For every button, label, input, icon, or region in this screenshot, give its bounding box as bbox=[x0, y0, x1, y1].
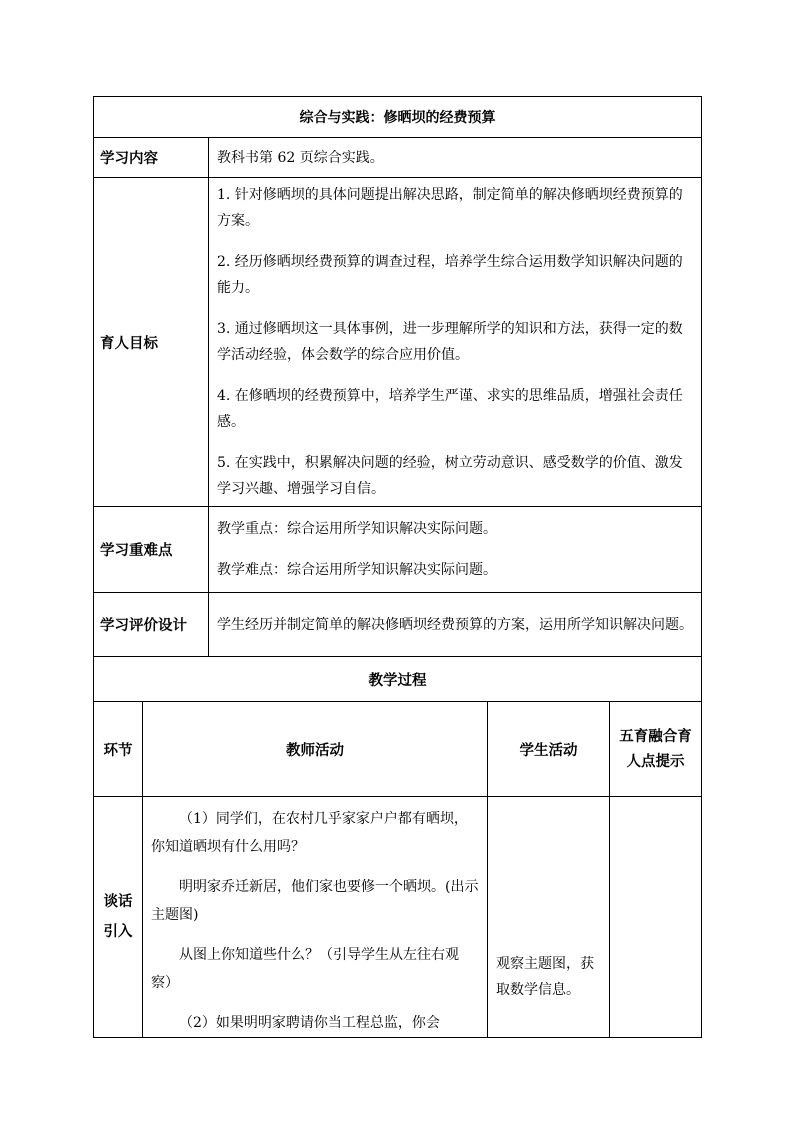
difficulty-content bbox=[209, 507, 702, 593]
header-teacher: 教师活动 bbox=[143, 702, 488, 797]
header-student: 学生活动 bbox=[488, 702, 610, 797]
difficulty-row bbox=[94, 507, 702, 593]
content-label: 学习内容 bbox=[94, 138, 209, 178]
header-stage: 环节 bbox=[94, 702, 143, 797]
stage-intro: 谈话引入 bbox=[94, 797, 143, 1038]
header-five: 五育融合育人点提示 bbox=[610, 702, 702, 797]
intro-row bbox=[94, 797, 702, 1038]
title-row bbox=[94, 97, 702, 138]
goals-list bbox=[209, 178, 702, 507]
goal-item: 5. 在实践中，积累解决问题的经验，树立劳动意识、感受数学的价值、激发学习兴趣、增强学习自信。 bbox=[217, 455, 683, 497]
teacher-activity-intro bbox=[143, 797, 488, 1038]
difficulty-label: 学习重难点 bbox=[94, 507, 209, 593]
goal-item: 1. 针对修晒坝的具体问题提出解决思路，制定简单的解决修晒坝经费预算的方案。 bbox=[217, 187, 683, 229]
content-row bbox=[94, 138, 702, 178]
goals-row bbox=[94, 178, 702, 507]
goals-label: 育人目标 bbox=[94, 178, 209, 507]
goal-item: 3. 通过修晒坝这一具体事例，进一步理解所学的知识和方法，获得一定的数学活动经验，体会数学的综合应用价值。 bbox=[217, 321, 683, 363]
content-value: 教科书第 62 页综合实践。 bbox=[209, 138, 702, 178]
goal-item: 2. 经历修晒坝经费预算的调查过程，培养学生综合运用数学知识解决问题的能力。 bbox=[217, 254, 683, 296]
student-activity-intro bbox=[488, 797, 610, 1038]
lesson-plan-document bbox=[93, 96, 701, 1038]
evaluation-row bbox=[94, 593, 702, 657]
process-title-row bbox=[94, 657, 702, 702]
teacher-paragraph: 明明家乔迁新居，他们家也要修一个晒坝。(出示主题图) bbox=[151, 879, 479, 923]
difficult-point: 教学难点：综合运用所学知识解决实际问题。 bbox=[217, 562, 497, 578]
evaluation-value: 学生经历并制定简单的解决修晒坝经费预算的方案，运用所学知识解决问题。 bbox=[209, 593, 702, 657]
lesson-plan-table bbox=[93, 96, 702, 1038]
student-activity-text: 观察主题图，获取数学信息。 bbox=[496, 956, 594, 998]
teacher-paragraph: 从图上你知道些什么？（引导学生从左往右观察） bbox=[151, 947, 459, 991]
process-header-row bbox=[94, 702, 702, 797]
goal-item: 4. 在修晒坝的经费预算中，培养学生严谨、求实的思维品质，增强社会责任感。 bbox=[217, 388, 683, 430]
evaluation-label: 学习评价设计 bbox=[94, 593, 209, 657]
lesson-title: 综合与实践：修晒坝的经费预算 bbox=[94, 97, 702, 138]
process-title: 教学过程 bbox=[94, 657, 702, 702]
five-point-intro bbox=[610, 797, 702, 1038]
key-point: 教学重点：综合运用所学知识解决实际问题。 bbox=[217, 521, 497, 537]
teacher-paragraph: （1）同学们，在农村几乎家家户户都有晒坝，你知道晒坝有什么用吗？ bbox=[151, 811, 468, 855]
teacher-paragraph: （2）如果明明家聘请你当工程总监，你会 bbox=[179, 1015, 440, 1031]
